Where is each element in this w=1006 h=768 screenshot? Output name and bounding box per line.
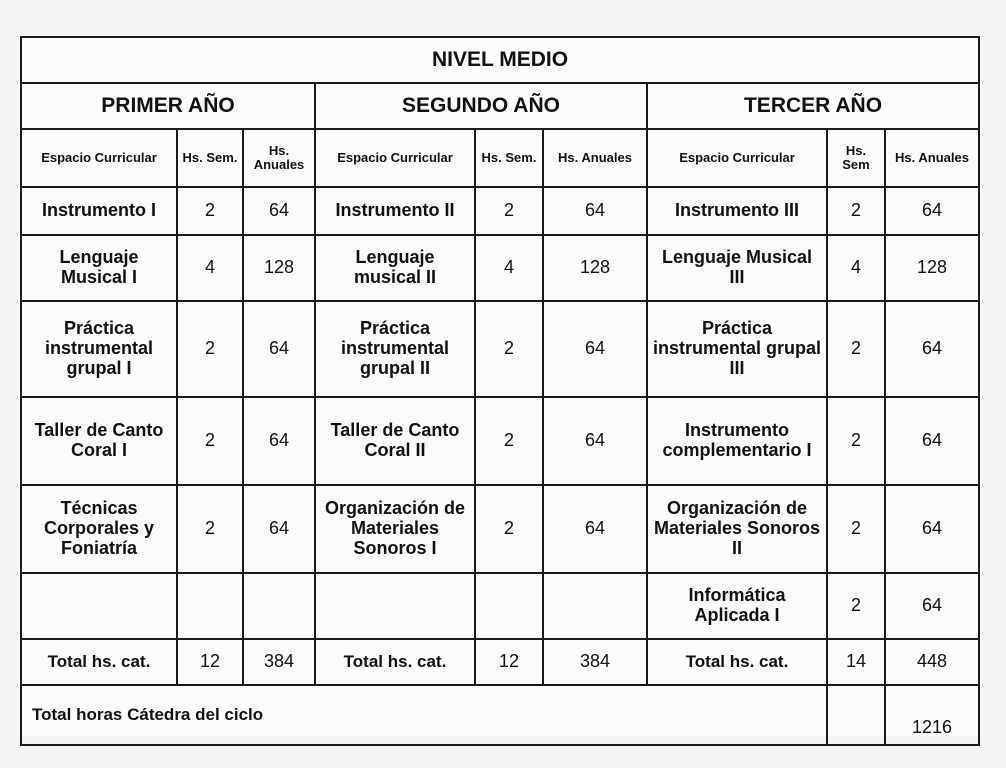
weekly-hours-cell: 2 xyxy=(475,485,543,573)
table-row xyxy=(21,235,979,301)
weekly-hours-cell: 2 xyxy=(475,397,543,485)
total-weekly-hours: 12 xyxy=(475,639,543,685)
table-row xyxy=(21,573,979,639)
weekly-hours-cell: 2 xyxy=(177,397,243,485)
year-header-2: SEGUNDO AÑO xyxy=(315,83,647,129)
subject-cell: Lenguaje musical II xyxy=(315,235,475,301)
col-header-weekly: Hs. Sem. xyxy=(177,129,243,187)
subject-cell: Taller de Canto Coral II xyxy=(315,397,475,485)
total-annual-hours: 384 xyxy=(243,639,315,685)
weekly-hours-cell: 2 xyxy=(827,301,885,397)
cycle-total-label: Total horas Cátedra del ciclo xyxy=(21,685,827,745)
annual-hours-cell: 64 xyxy=(885,573,979,639)
annual-hours-cell: 64 xyxy=(243,485,315,573)
weekly-hours-cell: 2 xyxy=(827,397,885,485)
subject-cell: Práctica instrumental grupal I xyxy=(21,301,177,397)
col-header-weekly: Hs. Sem xyxy=(827,129,885,187)
subject-cell: Instrumento I xyxy=(21,187,177,235)
total-label: Total hs. cat. xyxy=(21,639,177,685)
weekly-hours-cell: 4 xyxy=(827,235,885,301)
weekly-hours-cell: 4 xyxy=(475,235,543,301)
subject-cell: Lenguaje Musical III xyxy=(647,235,827,301)
annual-hours-cell: 64 xyxy=(885,187,979,235)
col-header-subject: Espacio Curricular xyxy=(647,129,827,187)
table-title: NIVEL MEDIO xyxy=(21,37,979,83)
table-row xyxy=(21,187,979,235)
annual-hours-cell: 64 xyxy=(243,301,315,397)
col-header-annual: Hs. Anuales xyxy=(543,129,647,187)
total-annual-hours: 448 xyxy=(885,639,979,685)
subject-cell: Taller de Canto Coral I xyxy=(21,397,177,485)
title-row xyxy=(21,37,979,83)
document-sheet xyxy=(20,36,978,736)
cycle-total-blank xyxy=(827,685,885,745)
col-header-subject: Espacio Curricular xyxy=(21,129,177,187)
weekly-hours-cell: 2 xyxy=(475,187,543,235)
weekly-hours-cell: 2 xyxy=(177,485,243,573)
annual-hours-cell: 128 xyxy=(543,235,647,301)
annual-hours-cell: 64 xyxy=(885,485,979,573)
year-header-1: PRIMER AÑO xyxy=(21,83,315,129)
subject-cell: Instrumento III xyxy=(647,187,827,235)
subject-cell: Práctica instrumental grupal III xyxy=(647,301,827,397)
curriculum-table xyxy=(20,36,980,746)
annual-hours-cell xyxy=(243,573,315,639)
subject-cell: Organización de Materiales Sonoros II xyxy=(647,485,827,573)
weekly-hours-cell: 2 xyxy=(827,573,885,639)
weekly-hours-cell: 2 xyxy=(177,187,243,235)
subject-cell: Instrumento complementario I xyxy=(647,397,827,485)
annual-hours-cell: 64 xyxy=(543,187,647,235)
weekly-hours-cell xyxy=(475,573,543,639)
subject-cell: Práctica instrumental grupal II xyxy=(315,301,475,397)
annual-hours-cell: 64 xyxy=(243,187,315,235)
table-row xyxy=(21,397,979,485)
total-weekly-hours: 14 xyxy=(827,639,885,685)
annual-hours-cell: 128 xyxy=(243,235,315,301)
subject-cell: Instrumento II xyxy=(315,187,475,235)
column-header-row xyxy=(21,129,979,187)
annual-hours-cell: 64 xyxy=(543,397,647,485)
annual-hours-cell: 128 xyxy=(885,235,979,301)
totals-row xyxy=(21,639,979,685)
subject-cell xyxy=(315,573,475,639)
subject-cell: Organización de Materiales Sonoros I xyxy=(315,485,475,573)
weekly-hours-cell: 2 xyxy=(827,187,885,235)
year-header-3: TERCER AÑO xyxy=(647,83,979,129)
table-row xyxy=(21,485,979,573)
total-weekly-hours: 12 xyxy=(177,639,243,685)
annual-hours-cell: 64 xyxy=(885,301,979,397)
total-annual-hours: 384 xyxy=(543,639,647,685)
weekly-hours-cell: 2 xyxy=(475,301,543,397)
year-header-row xyxy=(21,83,979,129)
annual-hours-cell xyxy=(543,573,647,639)
col-header-annual: Hs. Anuales xyxy=(243,129,315,187)
total-label: Total hs. cat. xyxy=(315,639,475,685)
col-header-weekly: Hs. Sem. xyxy=(475,129,543,187)
annual-hours-cell: 64 xyxy=(543,301,647,397)
cycle-total-value: 1216 xyxy=(885,685,979,745)
subject-cell: Técnicas Corporales y Foniatría xyxy=(21,485,177,573)
subject-cell: Lenguaje Musical I xyxy=(21,235,177,301)
col-header-annual: Hs. Anuales xyxy=(885,129,979,187)
subject-cell: Informática Aplicada I xyxy=(647,573,827,639)
table-row xyxy=(21,301,979,397)
weekly-hours-cell: 2 xyxy=(177,301,243,397)
weekly-hours-cell xyxy=(177,573,243,639)
total-label: Total hs. cat. xyxy=(647,639,827,685)
weekly-hours-cell: 4 xyxy=(177,235,243,301)
weekly-hours-cell: 2 xyxy=(827,485,885,573)
annual-hours-cell: 64 xyxy=(885,397,979,485)
annual-hours-cell: 64 xyxy=(243,397,315,485)
subject-cell xyxy=(21,573,177,639)
annual-hours-cell: 64 xyxy=(543,485,647,573)
cycle-total-row xyxy=(21,685,979,745)
col-header-subject: Espacio Curricular xyxy=(315,129,475,187)
